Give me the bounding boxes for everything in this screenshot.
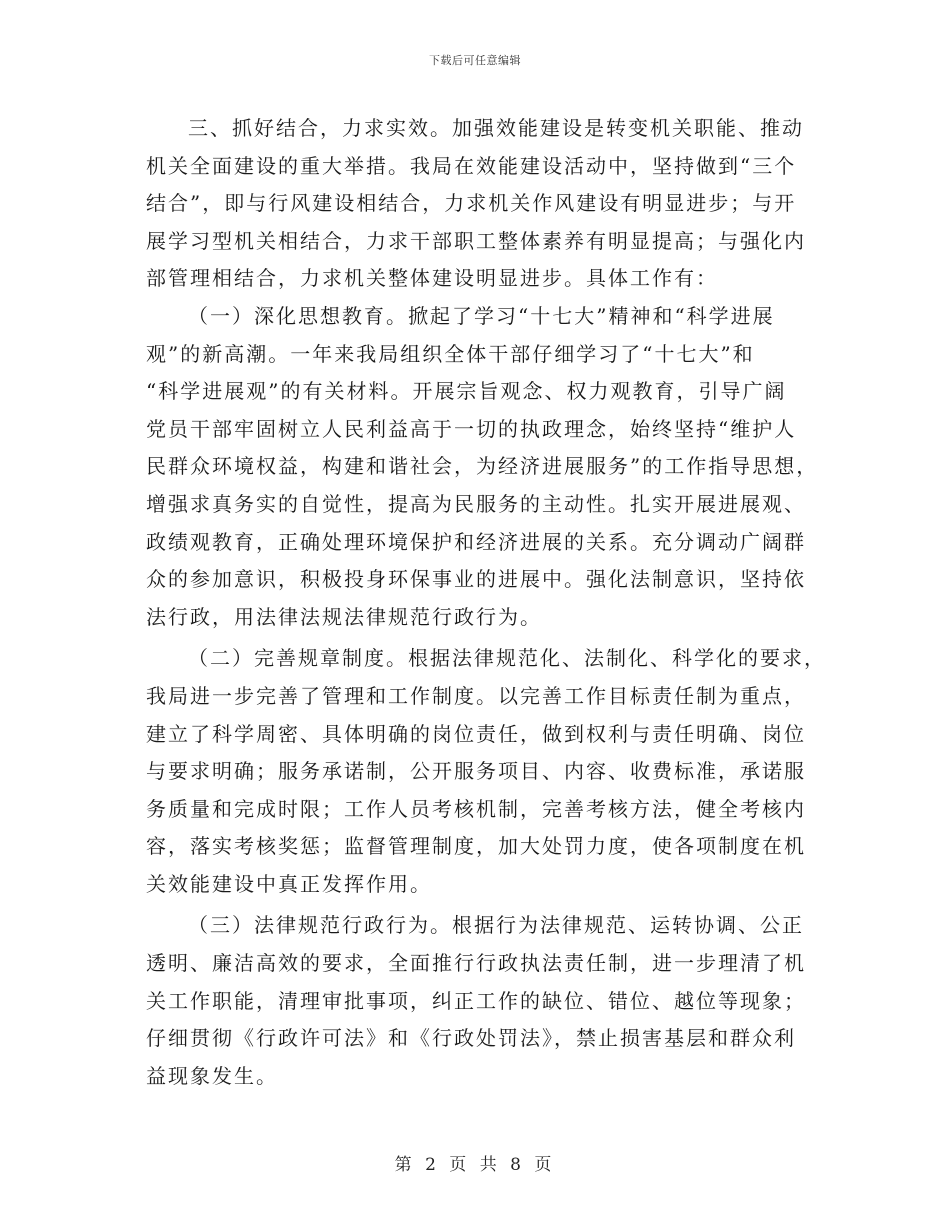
text-line: （一）深化思想教育。掀起了学习“十七大”精神和“科学进展 [188, 303, 775, 328]
text-line: 透明、廉洁高效的要求，全面推行行政执法责任制，进一步理清了机 [146, 951, 806, 976]
text-line: 三、抓好结合，力求实效。加强效能建设是转变机关职能、推动 [188, 116, 804, 140]
document-body [146, 110, 826, 1095]
paragraph-rules-system [146, 640, 826, 903]
text-line: 增强求真务实的自觉性，提高为民服务的主动性。扎实开展进展观、 [146, 491, 806, 516]
text-line: 益现象发生。 [146, 1063, 278, 1088]
text-line: 民群众环境权益，构建和谐社会，为经济进展服务”的工作指导思想， [146, 454, 819, 479]
text-line: 务质量和完成时限；工作人员考核机制，完善考核方法，健全考核内 [146, 796, 806, 821]
text-line: 众的参加意识，积极投身环保事业的进展中。强化法制意识，坚持依 [146, 567, 806, 592]
text-line: 结合”，即与行风建设相结合，力求机关作风建设有明显进步；与开 [146, 191, 797, 216]
text-line: 关效能建设中真正发挥作用。 [146, 871, 432, 896]
text-line: 容，落实考核奖惩；监督管理制度，加大处罚力度，使各项制度在机 [146, 834, 806, 859]
page-number: 第 2 页 共 8 页 [394, 1155, 556, 1175]
text-line: 观”的新高潮。一年来我局组织全体干部仔细学习了“十七大”和 [146, 341, 755, 366]
text-line: （三）法律规范行政行为。根据行为法律规范、运转协调、公正 [188, 913, 804, 938]
paragraph-ideological-education [146, 298, 819, 636]
text-line: （二）完善规章制度。根据法律规范化、法制化、科学化的要求， [188, 646, 826, 671]
text-line: 建立了科学周密、具体明确的岗位责任，做到权利与责任明确、岗位 [146, 721, 806, 746]
text-line: 部管理相结合，力求机关整体建设明显进步。具体工作有： [146, 266, 718, 291]
text-line: 我局进一步完善了管理和工作制度。以完善工作目标责任制为重点， [146, 683, 806, 708]
text-line: 展学习型机关相结合，力求干部职工整体素养有明显提高；与强化内 [146, 228, 806, 253]
page-header-note: 下载后可任意编辑 [429, 54, 521, 67]
paragraph-administrative-conduct [146, 907, 810, 1095]
text-line: 机关全面建设的重大举措。我局在效能建设活动中，坚持做到“三个 [146, 153, 797, 178]
text-line: 关工作职能，清理审批事项，纠正工作的缺位、错位、越位等现象； [146, 988, 806, 1013]
text-line: 党员干部牢固树立人民利益高于一切的执政理念，始终坚持“维护人 [146, 416, 797, 441]
text-line: 政绩观教育，正确处理环境保护和经济进展的关系。充分调动广阔群 [146, 529, 806, 554]
text-line: 仔细贯彻《行政许可法》和《行政处罚法》，禁止损害基层和群众利 [146, 1026, 796, 1051]
text-line: 与要求明确；服务承诺制，公开服务项目、内容、收费标准，承诺服 [146, 759, 806, 784]
paragraph-three-combinations [146, 110, 810, 298]
text-line: “科学进展观”的有关材料。开展宗旨观念、权力观教育，引导广阔 [146, 379, 787, 404]
text-line: 法行政，用法律法规法律规范行政行为。 [146, 604, 542, 629]
